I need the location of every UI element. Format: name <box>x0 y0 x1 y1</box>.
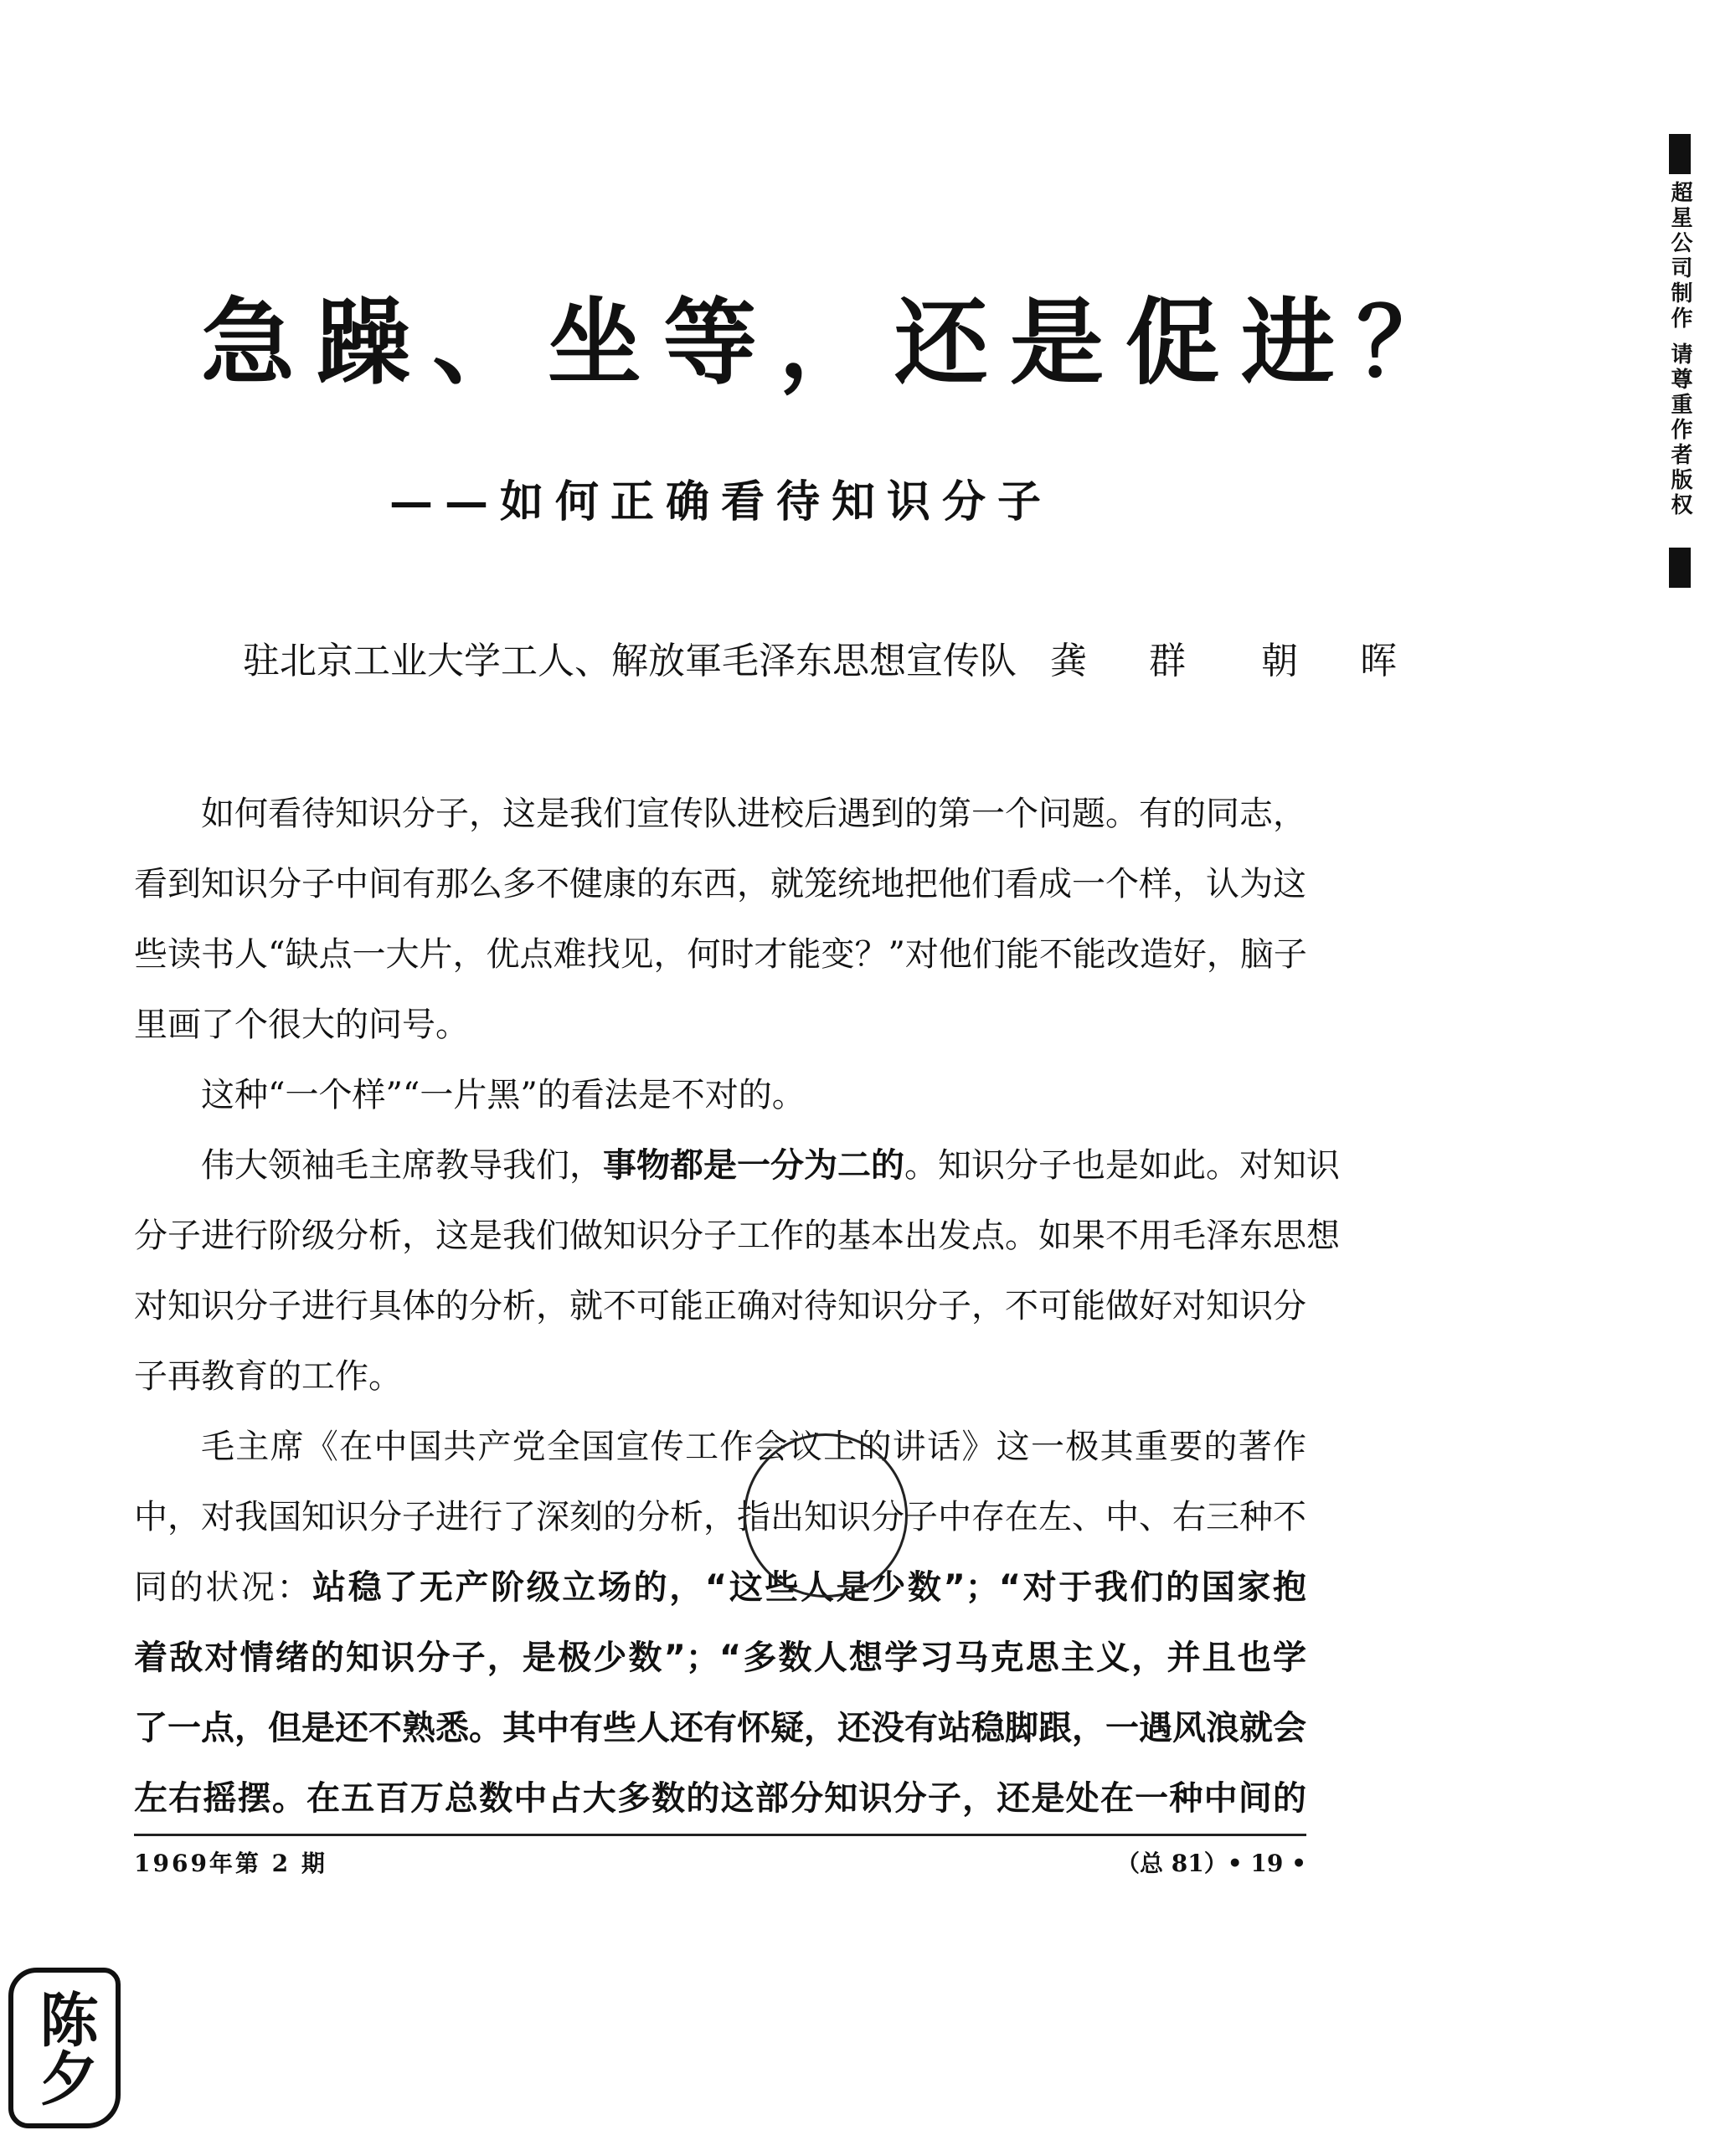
body-line <box>134 1552 1306 1623</box>
sidebar-bar-bottom <box>1669 548 1691 588</box>
body-line: 里画了个很大的问号。 <box>134 1006 469 1044</box>
body-text: 。知识分子也是如此。对知识 <box>904 1146 1340 1185</box>
copyright-sidebar <box>1665 134 1695 603</box>
body-line: 毛主席《在中国共产党全国宣传工作会议上的讲话》这一极其重要的著作 <box>201 1428 1306 1466</box>
article-title: 急躁、坐等，还是促进？ <box>201 288 1472 398</box>
byline <box>243 636 1422 687</box>
body-line: 对知识分子进行具体的分析，就不可能正确对待知识分子，不可能做好对知识分 <box>134 1287 1306 1325</box>
copyright-notice: 超星公司制作 请尊重作者版权 <box>1667 181 1692 519</box>
body-line: 这种“一个样”“一片黑”的看法是不对的。 <box>201 1076 806 1114</box>
body-line: 中，对我国知识分子进行了深刻的分析，指出知识分子中存在左、中、右三种不 <box>134 1498 1306 1536</box>
seal-stamp <box>8 1968 121 2128</box>
footer-rule <box>134 1834 1306 1836</box>
circle-mark <box>744 1433 908 1598</box>
body-line: 些读书人“缺点一大片，优点难找见，何时才能变？”对他们能不能改造好，脑子 <box>134 935 1307 974</box>
seal-glyphs: 陈夕 <box>30 1989 100 2107</box>
body-line: 子再教育的工作。 <box>134 1357 402 1396</box>
body-text: 同的状况： <box>134 1568 313 1607</box>
body-line <box>134 1130 1340 1201</box>
issue-label: 1969年第 2 期 <box>134 1850 327 1877</box>
emphasis-text: 事物都是一分为二的 <box>603 1146 904 1185</box>
sidebar-bar-top <box>1669 134 1691 174</box>
body-text: 伟大领袖毛主席教导我们， <box>201 1146 603 1185</box>
article-subtitle: ——如何正确看待知识分子 <box>389 476 1053 527</box>
article-body <box>134 779 1340 1834</box>
author-name-1: 龚 群 <box>1050 640 1211 682</box>
body-line: 分子进行阶级分析，这是我们做知识分子工作的基本出发点。如果不用毛泽东思想 <box>134 1217 1340 1255</box>
body-line: 如何看待知识分子，这是我们宣传队进校后遇到的第一个问题。有的同志， <box>201 795 1306 833</box>
emphasis-text: 站稳了无产阶级立场的，“这些人是少数”；“对于我们的国家抱 <box>312 1568 1307 1607</box>
body-line: 着敌对情绪的知识分子，是极少数”；“多数人想学习马克思主义，并且也学 <box>134 1639 1306 1677</box>
page-number: （总 81）• 19 • <box>1116 1850 1306 1877</box>
body-line: 看到知识分子中间有那么多不健康的东西，就笼统地把他们看成一个样，认为这 <box>134 865 1306 903</box>
author-name-2: 朝 晖 <box>1261 640 1422 682</box>
body-line: 了一点，但是还不熟悉。其中有些人还有怀疑，还没有站稳脚跟，一遇风浪就会 <box>134 1709 1306 1747</box>
body-line: 左右摇摆。在五百万总数中占大多数的这部分知识分子，还是处在一种中间的 <box>134 1779 1306 1818</box>
byline-organization: 驻北京工业大学工人、解放軍毛泽东思想宣传队 <box>243 640 1017 682</box>
